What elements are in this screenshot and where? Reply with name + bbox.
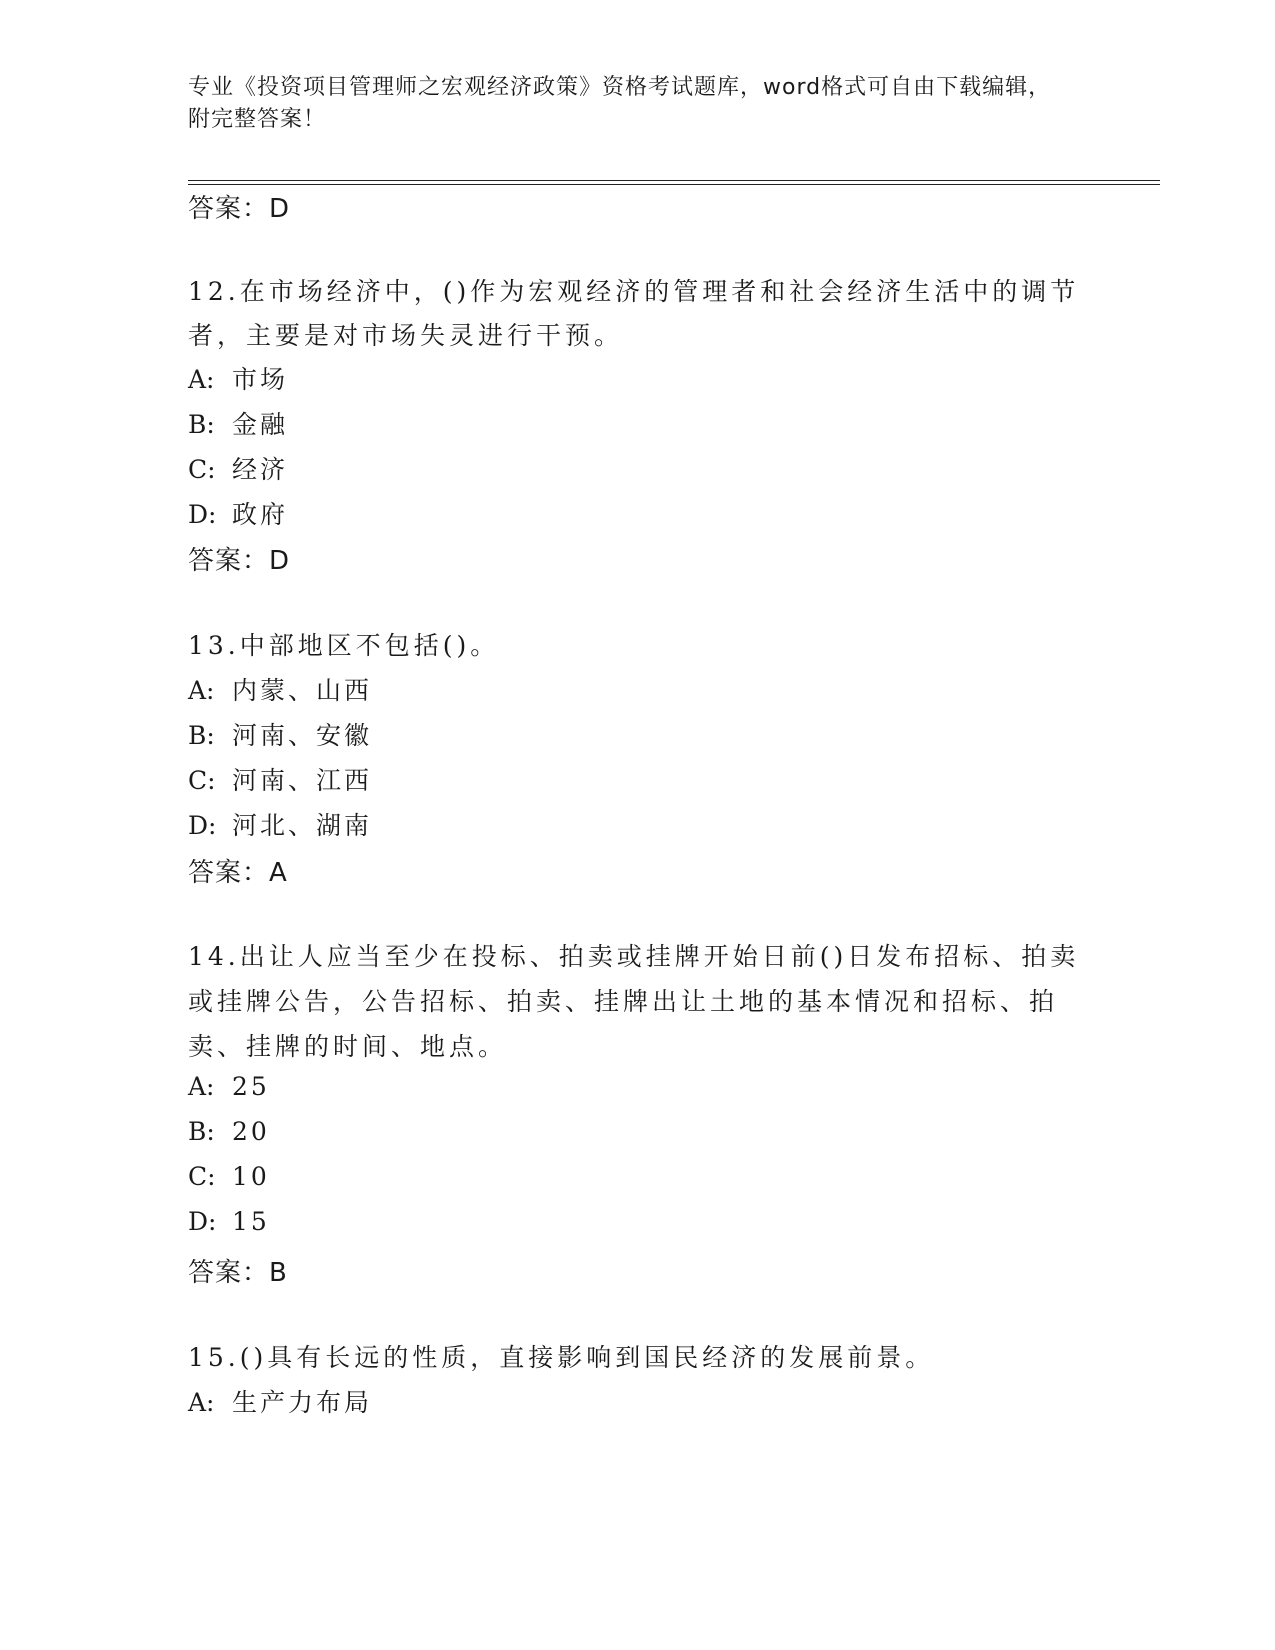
option-text: 河南、江西 [232, 766, 373, 795]
option-b [188, 1117, 270, 1146]
answer-line: 答案：D [188, 546, 291, 576]
answer-line: 答案：B [188, 1258, 288, 1288]
option-b [188, 716, 372, 752]
option-label: D: [188, 1207, 217, 1236]
option-text: 经济 [232, 455, 289, 484]
header-rule-bottom [188, 184, 1160, 185]
option-label: B: [188, 721, 215, 750]
option-text: 金融 [232, 410, 289, 439]
option-c [188, 761, 372, 797]
answer-line: 答案：A [188, 858, 288, 888]
option-text: 25 [232, 1072, 270, 1101]
question-text: 12.在市场经济中，()作为宏观经济的管理者和社会经济生活中的调节 [188, 277, 1080, 306]
option-label: B: [188, 410, 215, 439]
option-a [188, 1383, 372, 1419]
question-text: 或挂牌公告，公告招标、拍卖、挂牌出让土地的基本情况和招标、拍 [188, 987, 1059, 1016]
question-text: 13.中部地区不包括()。 [188, 631, 500, 660]
option-b [188, 405, 288, 441]
option-text: 10 [232, 1162, 270, 1191]
option-label: A: [188, 365, 215, 394]
answer-line: 答案：D [188, 194, 291, 224]
option-c [188, 1162, 270, 1191]
option-d [188, 1207, 270, 1236]
option-d [188, 495, 288, 531]
option-text: 市场 [232, 365, 289, 394]
page-header: 专业《投资项目管理师之宏观经济政策》资格考试题库，word格式可自由下载编辑，附完整答案！ [188, 75, 1052, 132]
question-text: 卖、挂牌的时间、地点。 [188, 1032, 508, 1061]
option-a [188, 1072, 270, 1101]
option-label: A: [188, 1072, 215, 1101]
option-text: 河北、湖南 [232, 811, 373, 840]
header-rule-top [188, 180, 1160, 181]
question-text: 14.出让人应当至少在投标、拍卖或挂牌开始日前()日发布招标、拍卖 [188, 942, 1080, 971]
option-a [188, 671, 372, 707]
option-text: 内蒙、山西 [232, 676, 373, 705]
question-text: 者，主要是对市场失灵进行干预。 [188, 321, 624, 350]
option-label: C: [188, 766, 216, 795]
option-c [188, 450, 288, 486]
option-text: 15 [232, 1207, 270, 1236]
question-text: 15.()具有长远的性质，直接影响到国民经济的发展前景。 [188, 1343, 935, 1372]
option-label: D: [188, 811, 217, 840]
option-text: 20 [232, 1117, 270, 1146]
option-label: B: [188, 1117, 215, 1146]
option-text: 河南、安徽 [232, 721, 373, 750]
option-d [188, 806, 372, 842]
option-label: D: [188, 500, 217, 529]
option-a [188, 360, 288, 396]
option-text: 生产力布局 [232, 1388, 373, 1417]
option-label: A: [188, 1388, 215, 1417]
option-label: A: [188, 676, 215, 705]
option-text: 政府 [232, 500, 289, 529]
option-label: C: [188, 1162, 216, 1191]
option-label: C: [188, 455, 216, 484]
